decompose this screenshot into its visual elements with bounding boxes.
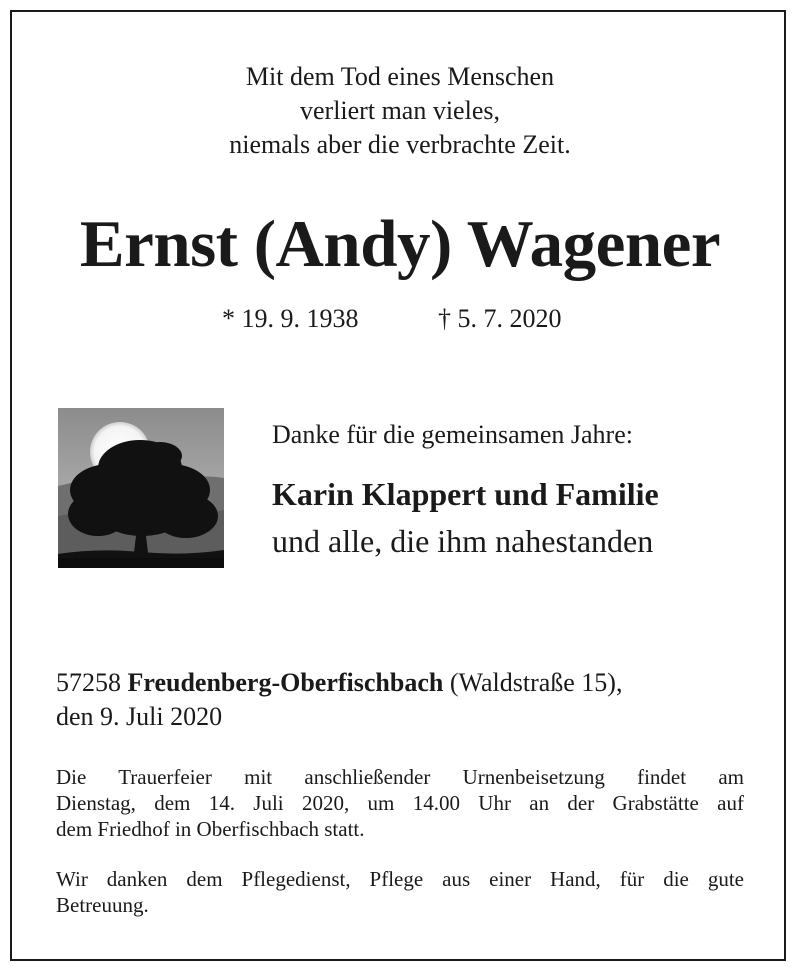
thanks-line: Danke für die gemeinsamen Jahre: — [272, 420, 633, 449]
birth-date: * 19. 9. 1938 — [222, 304, 359, 333]
tree-at-sunset-icon — [58, 408, 224, 568]
mourner-others: und alle, die ihm nahestanden — [272, 523, 654, 559]
motto-line: niemals aber die verbrachte Zeit. — [229, 130, 571, 159]
motto-line: Mit dem Tod eines Menschen — [245, 62, 555, 91]
motto-verse — [0, 60, 800, 162]
death-date: † 5. 7. 2020 — [438, 304, 562, 333]
care-thanks-line: Betreuung. — [56, 893, 149, 917]
address-zip: 57258 — [56, 668, 121, 697]
address-line — [56, 666, 622, 700]
care-thanks-line: Wir danken dem Pflegedienst, Pflege aus einer Hand, für die gute — [56, 867, 744, 891]
motto-line: verliert man vieles, — [300, 96, 500, 125]
mourner-family: Karin Klappert und Familie — [272, 476, 659, 512]
funeral-line: Dienstag, dem 14. Juli 2020, um 14.00 Uhr an der Grabstätte auf — [56, 791, 744, 815]
notice-date: den 9. Juli 2020 — [56, 702, 223, 731]
care-thanks — [56, 866, 744, 918]
funeral-notice — [56, 764, 744, 842]
deceased-name: Ernst (Andy) Wagener — [79, 207, 721, 281]
funeral-line: Die Trauerfeier mit anschließender Urnenbeisetzung findet am — [56, 765, 744, 789]
funeral-line: dem Friedhof in Oberfischbach statt. — [56, 817, 365, 841]
address-street: (Waldstraße 15), — [449, 668, 623, 697]
address-town: Freudenberg-Oberfischbach — [127, 668, 444, 697]
